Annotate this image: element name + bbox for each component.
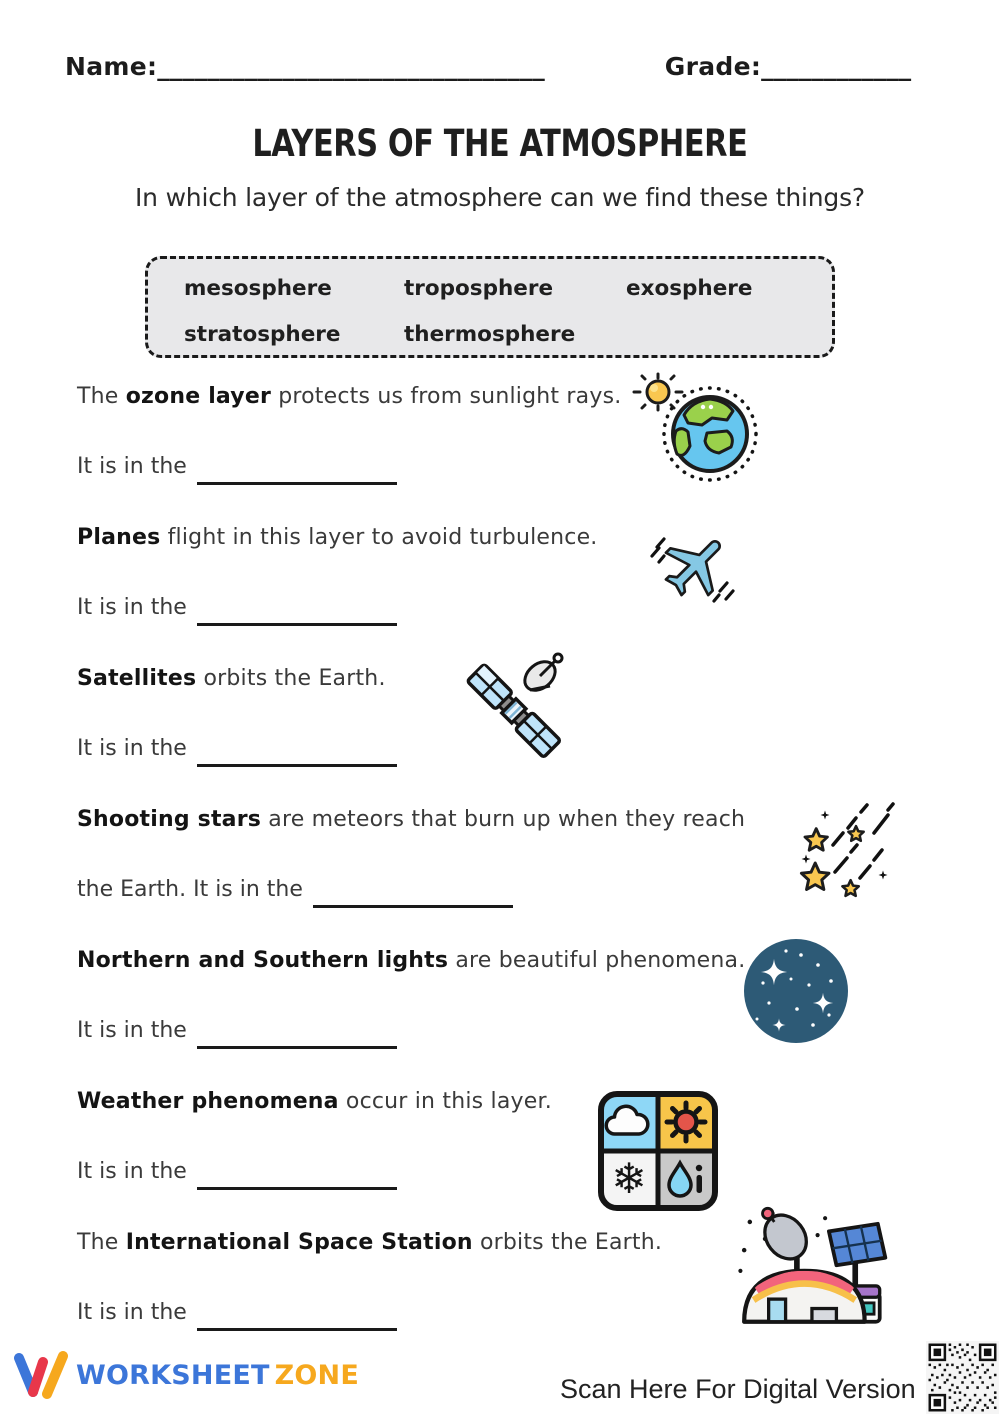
satellite-icon: [452, 650, 574, 760]
answer-blank[interactable]: [197, 1022, 397, 1049]
answer-blank[interactable]: [197, 1304, 397, 1331]
answer-prompt: the Earth. It is in the: [77, 877, 513, 908]
answer-prompt: It is in the: [77, 1018, 397, 1049]
answer-prompt: It is in the: [77, 1300, 397, 1331]
dish-part: [519, 654, 562, 696]
brand-accent: ZONE: [274, 1359, 359, 1391]
scan-here-text: Scan Here For Digital Version: [560, 1374, 916, 1404]
question-ozone: [77, 384, 977, 514]
airplane-icon: [643, 515, 747, 619]
word-bank-item: exosphere: [626, 276, 753, 301]
qr-code: [926, 1341, 999, 1414]
space-station-icon: [731, 1206, 891, 1332]
question-lights: [77, 948, 977, 1078]
word-bank-item: stratosphere: [184, 322, 341, 347]
grade-field: [665, 52, 911, 81]
answer-prompt: It is in the: [77, 736, 397, 767]
answer-blank[interactable]: [197, 740, 397, 767]
question-planes: [77, 525, 977, 655]
answer-prompt: It is in the: [77, 1159, 397, 1190]
question-text: Planes flight in this layer to avoid turbulence.: [77, 525, 598, 550]
question-iss: [77, 1230, 977, 1360]
name-blank-line[interactable]: _______________________________: [157, 52, 545, 81]
word-bank-item: troposphere: [404, 276, 554, 301]
answer-prompt: It is in the: [77, 454, 397, 485]
grade-blank-line[interactable]: ____________: [761, 52, 912, 81]
question-text: Satellites orbits the Earth.: [77, 666, 386, 691]
sun-glyph: [667, 1103, 705, 1141]
header: [65, 52, 935, 81]
answer-blank[interactable]: [197, 458, 397, 485]
grade-label: Grade:: [664, 52, 762, 81]
question-text: Northern and Southern lights are beautiful phenomena.: [77, 948, 746, 973]
word-bank-item: thermosphere: [404, 322, 576, 347]
question-text: The International Space Station orbits the Earth.: [77, 1230, 663, 1255]
question-satellites: [77, 666, 977, 796]
earth-ozone-icon: [630, 370, 762, 484]
snowflake-glyph: ❄: [611, 1154, 647, 1203]
question-weather: [77, 1089, 977, 1219]
page-title: LAYERS OF THE ATMOSPHERE: [252, 122, 748, 165]
word-bank-item: mesosphere: [184, 276, 332, 301]
weather-grid-icon: [596, 1089, 720, 1213]
answer-blank[interactable]: [197, 1163, 397, 1190]
answer-blank[interactable]: [197, 599, 397, 626]
name-field: [65, 52, 545, 81]
night-sky-icon: [741, 935, 851, 1047]
answer-prompt: It is in the: [77, 595, 397, 626]
question-text: The ozone layer protects us from sunlight rays.: [77, 384, 622, 409]
worksheetzone-logo-icon: [14, 1350, 68, 1400]
answer-blank[interactable]: [313, 881, 513, 908]
footer-brand: [14, 1350, 359, 1400]
word-bank: [145, 256, 835, 358]
question-text: Shooting stars are meteors that burn up when they reach: [77, 807, 746, 832]
page-subtitle: In which layer of the atmosphere can we find these things?: [135, 183, 865, 212]
question-text: Weather phenomena occur in this layer.: [77, 1089, 552, 1114]
question-shooting-stars: [77, 807, 977, 937]
brand-main: WORKSHEET: [76, 1359, 270, 1391]
name-label: Name:: [65, 52, 158, 81]
shooting-stars-icon: [795, 799, 899, 905]
